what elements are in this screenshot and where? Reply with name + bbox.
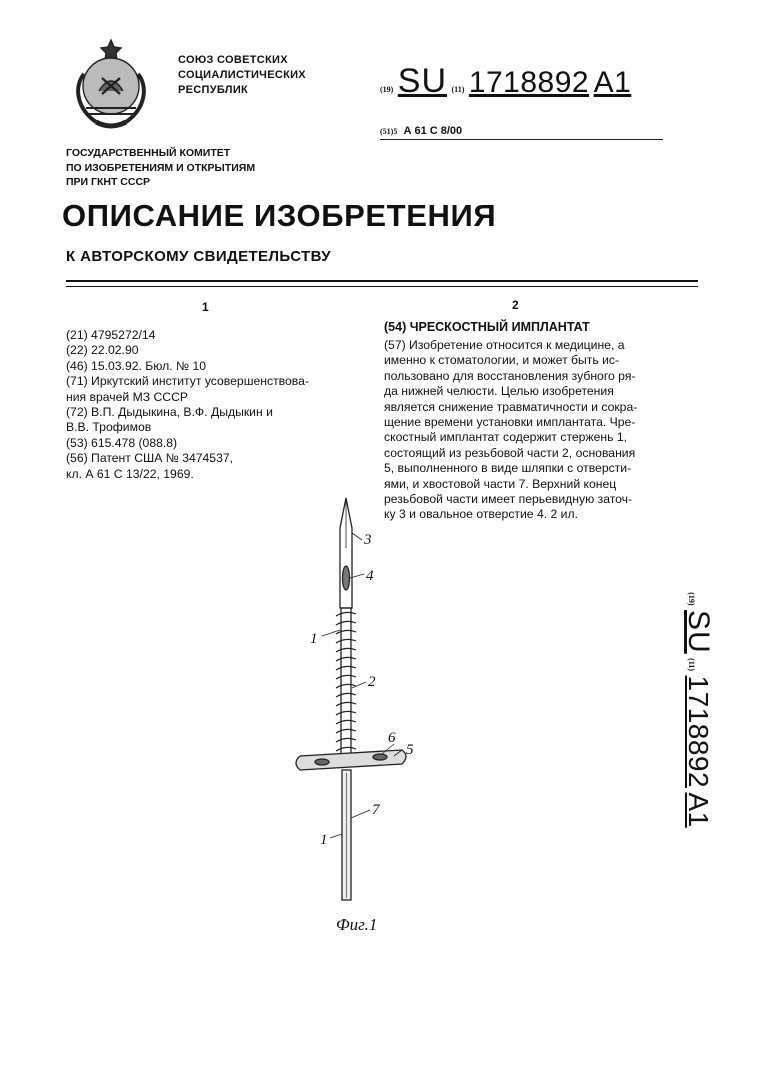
invention-title: (54) ЧРЕСКОСТНЫЙ ИМПЛАНТАТ bbox=[384, 320, 590, 334]
country-line: СОЦИАЛИСТИЧЕСКИХ bbox=[178, 69, 306, 81]
thread-coil bbox=[336, 711, 356, 715]
thread-coil bbox=[336, 720, 356, 724]
figure-label: 1 bbox=[310, 631, 318, 647]
abstract-line: ку 3 и овальное отверстие 4. 2 ил. bbox=[384, 507, 578, 522]
patent-number: 1718892 bbox=[683, 675, 714, 789]
column-number: 1 bbox=[202, 300, 209, 314]
biblio-line: кл. А 61 С 13/22, 1969. bbox=[66, 466, 194, 481]
abstract-line: состоящий из резьбовой части 2, основания bbox=[384, 445, 636, 460]
abstract-line: ями, и хвостовой части 7. Верхний конец bbox=[384, 476, 617, 491]
kind-code: A1 bbox=[593, 66, 632, 99]
implant-figure bbox=[270, 488, 450, 938]
figure-caption: Фиг.1 bbox=[336, 915, 378, 934]
abstract-line: скостный имплантат содержит стержень 1, bbox=[384, 430, 628, 445]
tag-11: (11) bbox=[451, 85, 465, 94]
abstract-line: является снижение травматичности и сокра- bbox=[384, 399, 638, 414]
thread-coil bbox=[336, 702, 356, 706]
thread-coil bbox=[336, 621, 356, 625]
thread-coil bbox=[336, 648, 356, 652]
abstract-line: да нижней челюсти. Целью изобретения bbox=[384, 384, 614, 399]
figure-label: 1 bbox=[320, 832, 328, 848]
thread-coil bbox=[336, 693, 356, 697]
abstract-line: резьбовой части имеет перьевидную заточ- bbox=[384, 492, 633, 507]
abstract-line: пользовано для восстановления зубного ря- bbox=[384, 368, 636, 383]
country-line: РЕСПУБЛИК bbox=[178, 84, 249, 96]
biblio-line: (56) Патент США № 3474537, bbox=[66, 451, 234, 466]
thread-coil bbox=[336, 657, 356, 661]
kind-code: A1 bbox=[683, 792, 714, 828]
committee-line: ГОСУДАРСТВЕННЫЙ КОМИТЕТ bbox=[66, 147, 231, 159]
committee-line: ПРИ ГКНТ СССР bbox=[66, 176, 151, 188]
column-number: 2 bbox=[512, 298, 519, 312]
figure-label: 7 bbox=[372, 802, 380, 818]
divider-rule bbox=[66, 280, 698, 282]
thread-coil bbox=[336, 666, 356, 670]
biblio-line: (46) 15.03.92. Бюл. № 10 bbox=[66, 358, 207, 373]
biblio-line: ния врачей МЗ СССР bbox=[66, 389, 189, 404]
biblio-line: (71) Иркутский институт усовершенствова- bbox=[66, 374, 309, 389]
thread-coil bbox=[336, 729, 356, 733]
ussr-emblem-icon bbox=[66, 36, 156, 132]
document-subtitle: К АВТОРСКОМУ СВИДЕТЕЛЬСТВУ bbox=[66, 248, 332, 265]
abstract-line: 5, выполненного в виде шляпки с отверсти- bbox=[384, 461, 632, 476]
tag-51: (51)5 bbox=[380, 127, 398, 136]
country-name bbox=[178, 53, 306, 98]
biblio-line: (22) 22.02.90 bbox=[66, 343, 139, 358]
tag-19: (19) bbox=[380, 85, 394, 94]
thread-coil bbox=[336, 612, 356, 616]
side-patent-number bbox=[668, 560, 728, 860]
thread-coil bbox=[336, 747, 356, 751]
figure-label: 3 bbox=[364, 532, 372, 548]
tag-11: (11) bbox=[687, 658, 696, 672]
figure-label: 2 bbox=[368, 674, 376, 690]
patent-number-block bbox=[380, 62, 670, 102]
divider-rule bbox=[66, 286, 698, 287]
biblio-line: (53) 615.478 (088.8) bbox=[66, 435, 178, 450]
abstract-line: щение времени установки имплантата. Чре- bbox=[384, 415, 636, 430]
document-title: ОПИСАНИЕ ИЗОБРЕТЕНИЯ bbox=[62, 198, 497, 233]
thread-coil bbox=[336, 738, 356, 742]
committee-line: ПО ИЗОБРЕТЕНИЯМ И ОТКРЫТИЯМ bbox=[66, 161, 256, 174]
biblio-line: В.В. Трофимов bbox=[66, 420, 152, 435]
committee-name bbox=[66, 146, 255, 190]
figure-label: 5 bbox=[406, 742, 414, 758]
bibliography bbox=[66, 328, 366, 482]
figure-label: 6 bbox=[388, 730, 396, 746]
abstract-line: именно к стоматологии, и может быть ис- bbox=[384, 353, 620, 368]
ipc-code: А 61 С 8/00 bbox=[403, 125, 463, 137]
thread-coil bbox=[336, 630, 356, 634]
thread-coil bbox=[336, 639, 356, 643]
country-code: SU bbox=[397, 62, 448, 100]
tag-19: (19) bbox=[687, 592, 696, 606]
biblio-line: (72) В.П. Дыдыкина, В.Ф. Дыдыкин и bbox=[66, 405, 273, 420]
abstract-line: (57) Изобретение относится к медицине, а bbox=[384, 338, 625, 352]
figure-label: 4 bbox=[366, 568, 374, 584]
thread-coil bbox=[336, 675, 356, 679]
ipc-classification bbox=[380, 125, 663, 140]
patent-number: 1718892 bbox=[468, 66, 590, 99]
country-code: SU bbox=[682, 610, 715, 654]
country-line: СОЮЗ СОВЕТСКИХ bbox=[178, 54, 288, 66]
biblio-line: (21) 4795272/14 bbox=[66, 328, 156, 342]
